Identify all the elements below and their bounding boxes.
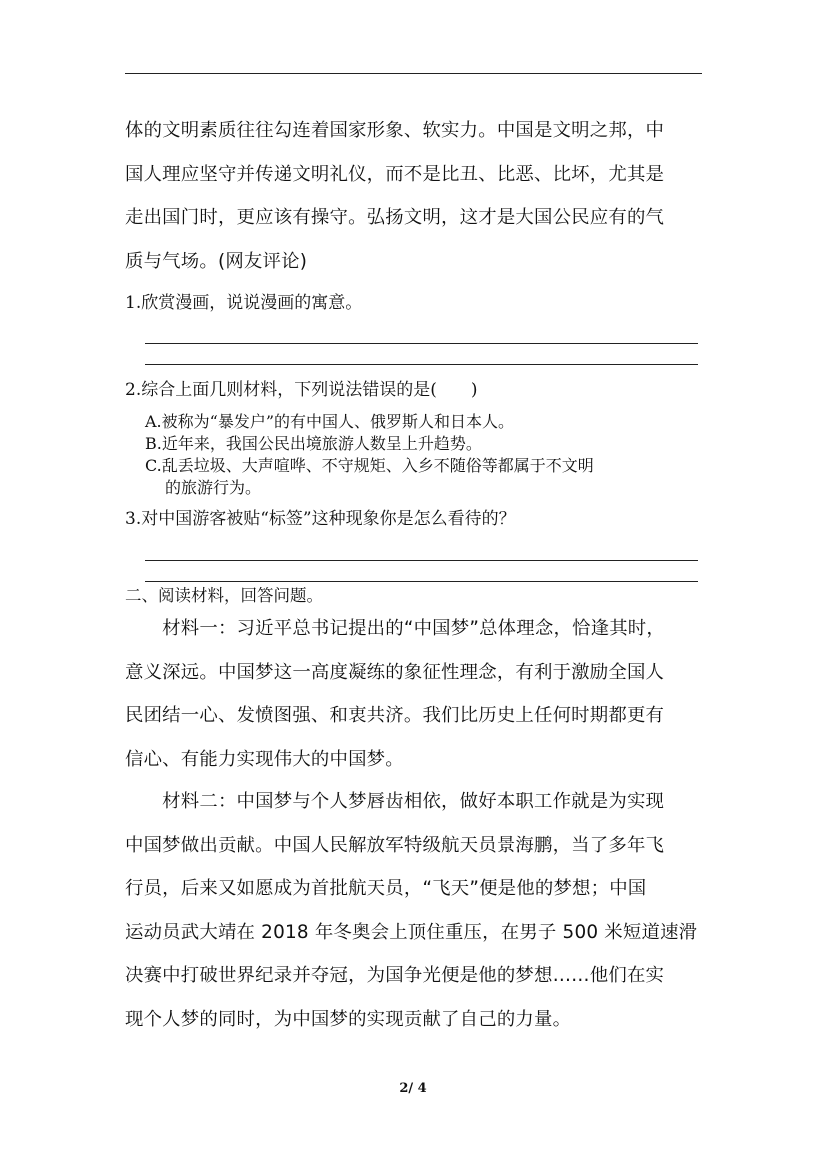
header-rule [125,73,702,74]
question-2: 2.综合上面几则材料，下列说法错误的是( ) [125,380,478,400]
paragraph-line: 民团结一心、发愤图强、和衷共济。我们比历史上任何时期都更有 [125,705,665,726]
material-one [125,607,705,781]
answer-line [145,581,698,582]
option-c: C.乱丢垃圾、大声喧哗、不守规矩、入乡不随俗等都属于不文明 [145,456,594,475]
paragraph-line: 现个人梦的同时，为中国梦的实现贡献了自己的力量。 [125,1008,572,1030]
option-b: B.近年来，我国公民出境旅游人数呈上升趋势。 [145,434,482,453]
page-number: 2/ 4 [399,1081,427,1096]
paragraph-line: 材料二：中国梦与个人梦唇齿相依，做好本职工作就是为实现 [125,791,665,812]
paragraph-line: 决赛中打破世界纪录并夺冠，为国争光便是他的梦想……他们在实 [125,965,665,986]
paragraph-line: 材料一：习近平总书记提出的“中国梦”总体理念，恰逢其时， [125,618,665,639]
paragraph-line: 体的文明素质往往勾连着国家形象、软实力。中国是文明之邦，中 [125,120,665,141]
paragraph-line: 意义深远。中国梦这一高度凝练的象征性理念，有利于激励全国人 [125,661,665,683]
paragraph-line: 信心、有能力实现伟大的中国梦。 [125,748,404,770]
paragraph-line: 运动员武大靖在 2018 年冬奥会上顶住重压，在男子 500 米短道速滑 [125,921,698,943]
section-heading: 二、阅读材料，回答问题。 [125,586,323,605]
answer-line [145,560,698,561]
question-1: 1.欣赏漫画，说说漫画的寓意。 [125,293,363,313]
material-two [125,780,705,1041]
paragraph-line: 国人理应坚守并传递文明礼仪，而不是比丑、比恶、比坏，尤其是 [125,163,665,185]
paragraph-line: 中国梦做出贡献。中国人民解放军特级航天员景海鹏，当了多年飞 [125,834,665,856]
paragraph-line: 走出国门时，更应该有操守。弘扬文明，这才是大国公民应有的气 [125,207,665,228]
question-3: 3.对中国游客被贴“标签”这种现象你是怎么看待的？ [125,509,516,529]
option-a: A.被称为“暴发户”的有中国人、俄罗斯人和日本人。 [145,412,515,431]
option-c-continued: 的旅游行为。 [165,478,262,497]
paragraph-line: 质与气场。(网友评论) [125,250,308,272]
paragraph-line: 行员，后来又如愿成为首批航天员，“飞天”便是他的梦想；中国 [125,878,647,899]
answer-line [145,343,698,344]
answer-line [145,364,698,365]
intro-paragraph [125,109,705,283]
